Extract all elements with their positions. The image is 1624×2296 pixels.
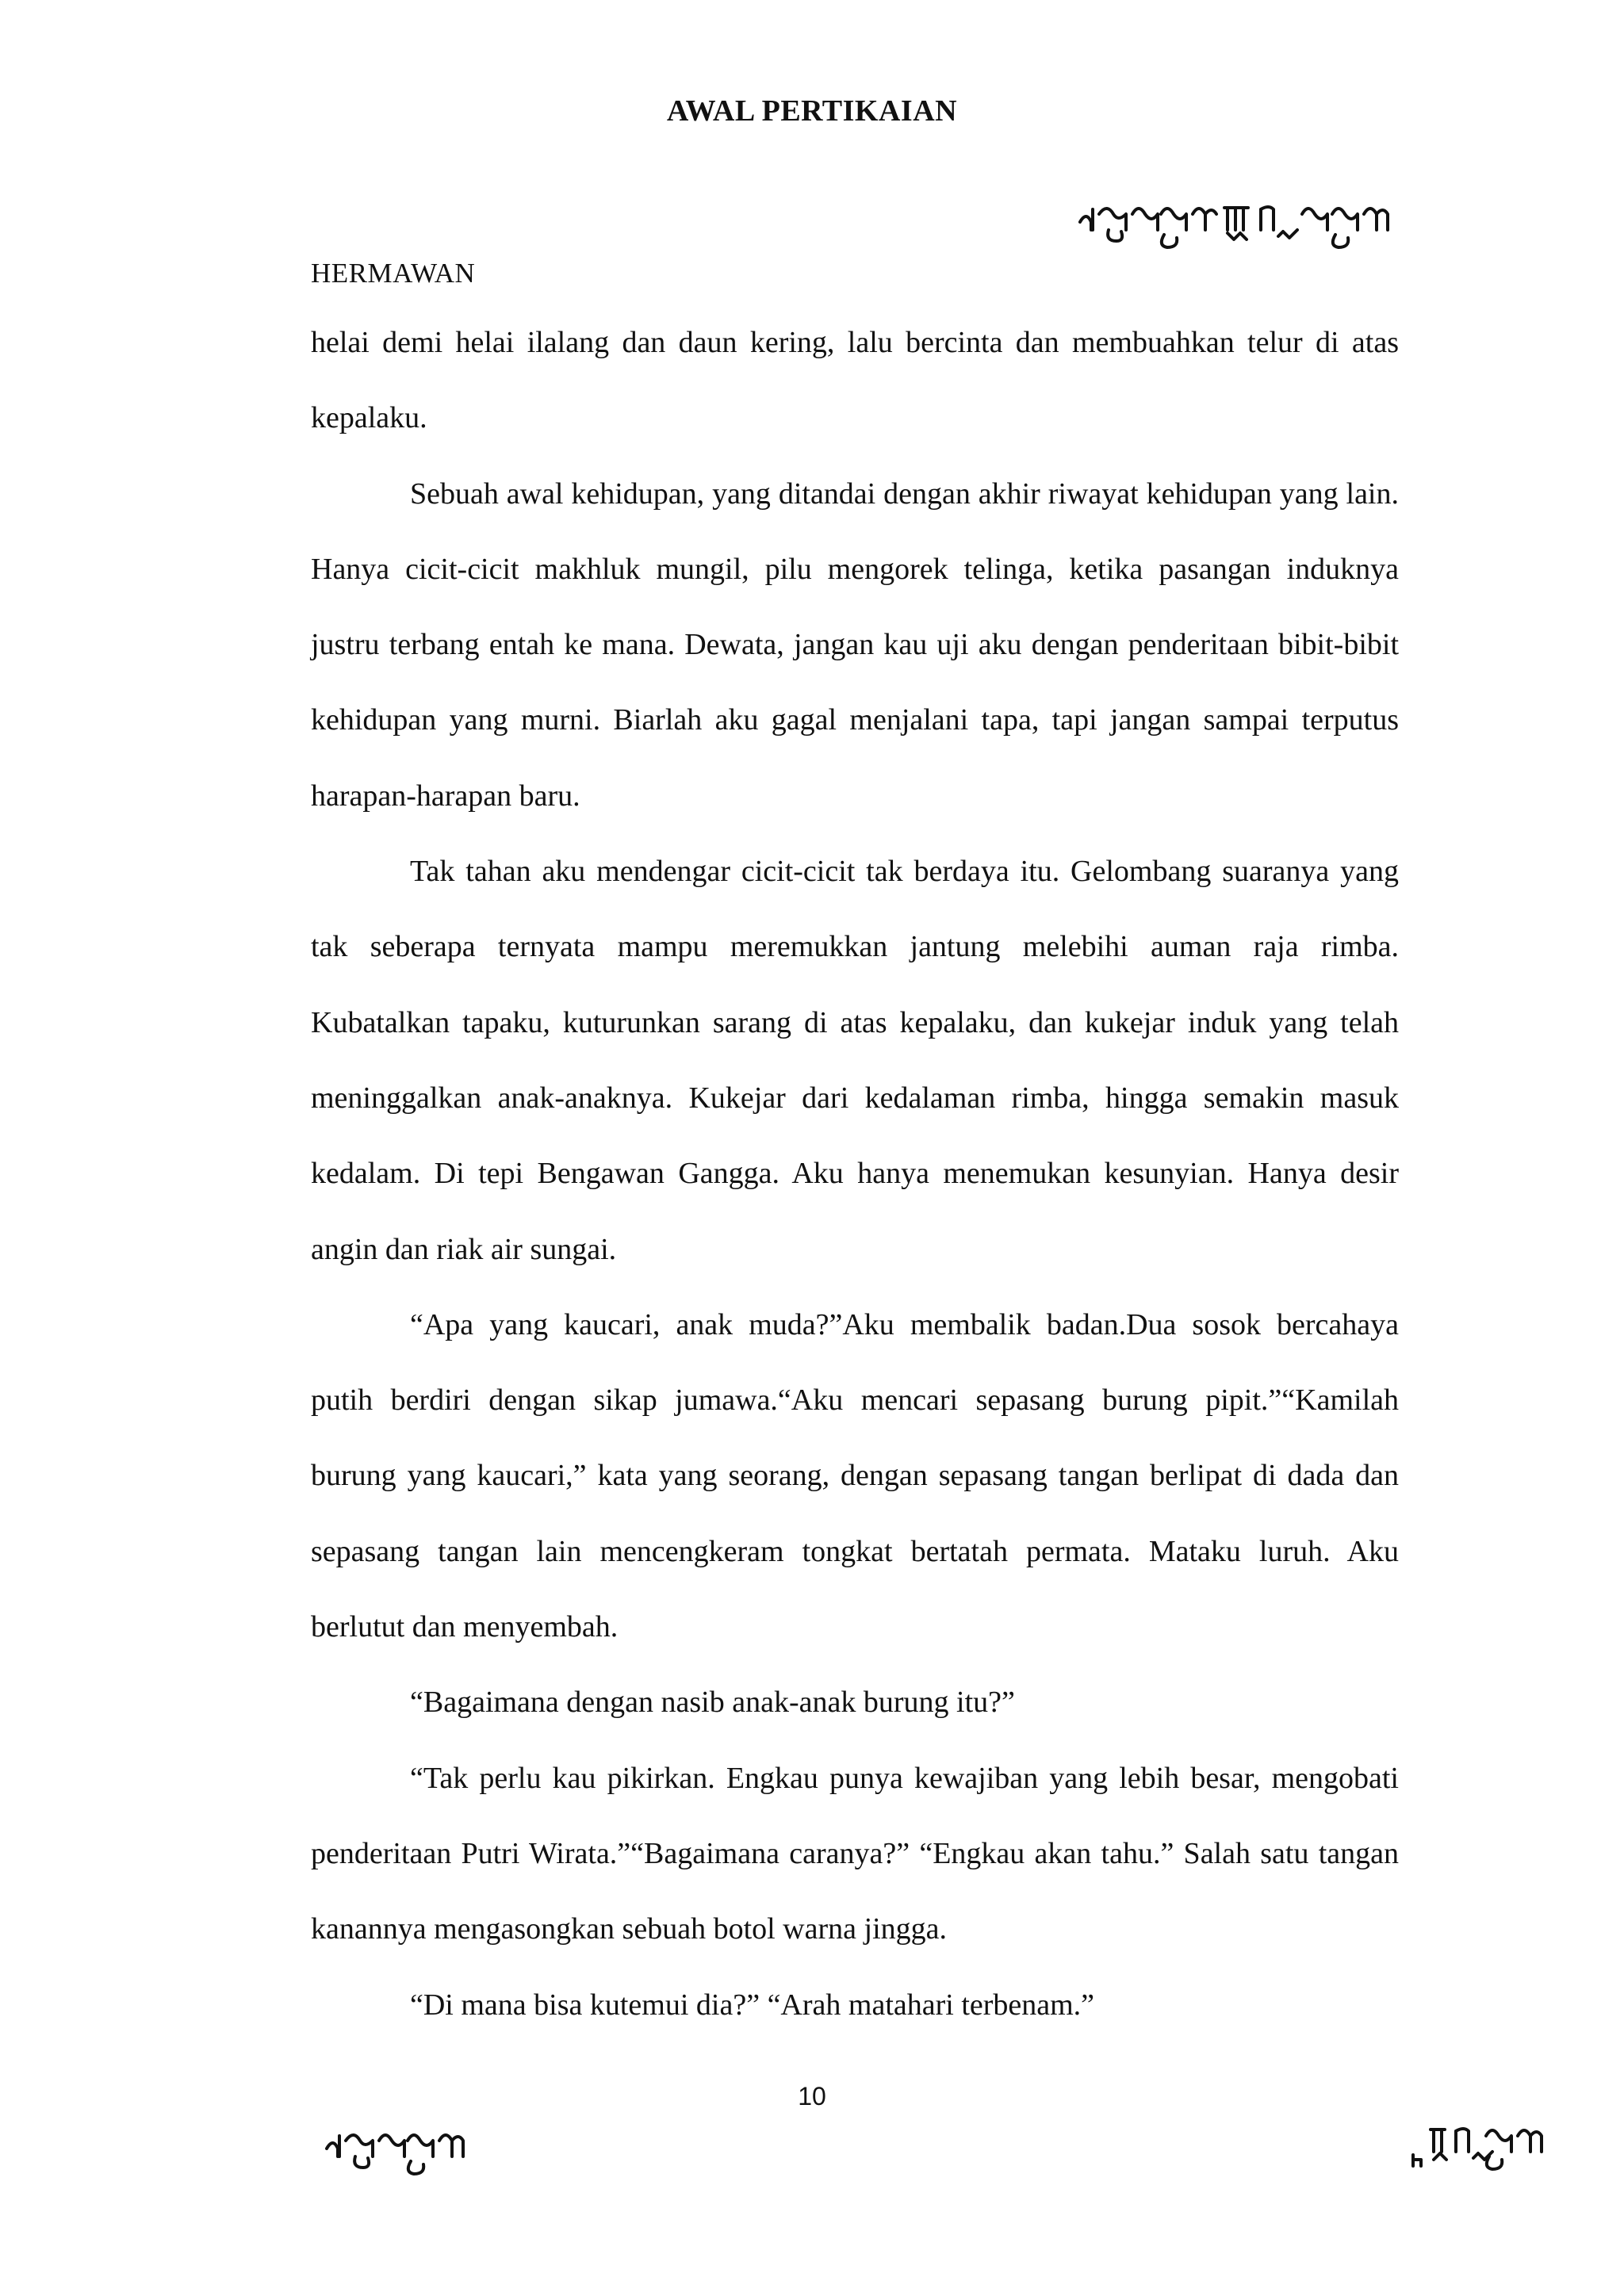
body-text	[311, 305, 1399, 2043]
paragraph: helai demi helai ilalang dan daun kering, lalu bercinta dan membuahkan telur di atas kepalaku.	[311, 326, 1399, 435]
paragraph: “Bagaimana dengan nasib anak-anak burung itu?”	[410, 1686, 1015, 1720]
page-title: AWAL PERTIKAIAN	[666, 94, 958, 128]
paragraph: “Tak perlu kau pikirkan. Engkau punya kewajiban yang lebih besar, mengobati penderitaan Putri Wirata.”“Bagaimana caranya?” “Engkau akan tahu.” Salah satu tangan kanannya mengasongkan sebuah botol warna jingga.	[311, 1761, 1399, 1946]
paragraph: “Di mana bisa kutemui dia?” “Arah matahari terbenam.”	[410, 1988, 1095, 2022]
page-number: 10	[798, 2082, 826, 2110]
footer-right-javanese-script-icon	[1410, 2112, 1561, 2175]
footer-left-javanese-script-icon	[324, 2117, 498, 2180]
paragraph: Tak tahan aku mendengar cicit-cicit tak berdaya itu. Gelombang suaranya yang tak seberapa ternyata mampu meremukkan jantung melebihi auman raja rimba. Kubatalkan tapaku, kuturunkan sarang di atas kepalaku, dan kukejar induk yang telah meninggalkan anak-anaknya. Kukejar dari kedalaman rimba, hingga semakin masuk kedalam. Di tepi Bengawan Gangga. Aku hanya menemukan kesunyian. Hanya desir angin dan riak air sungai.	[311, 855, 1399, 1266]
paragraph: Sebuah awal kehidupan, yang ditandai dengan akhir riwayat kehidupan yang lain. Hanya cicit-cicit makhluk mungil, pilu mengorek telinga, ketika pasangan induknya justru terbang entah ke mana. Dewata, jangan kau uji aku dengan penderitaan bibit-bibit kehidupan yang murni. Biarlah aku gagal menjalani tapa, tapi jangan sampai terputus harapan-harapan baru.	[311, 476, 1399, 813]
author-name: HERMAWAN	[311, 258, 476, 289]
header-javanese-script-icon	[1077, 190, 1404, 254]
paragraph: “Apa yang kaucari, anak muda?”Aku membalik badan.Dua sosok bercahaya putih berdiri dengan sikap jumawa.“Aku mencari sepasang burung pipit.”“Kamilah burung yang kaucari,” kata yang seorang, dengan sepasang tangan berlipat di dada dan sepasang tangan lain mencengkeram tongkat bertatah permata. Mataku luruh. Aku berlutut dan menyembah.	[311, 1307, 1399, 1644]
